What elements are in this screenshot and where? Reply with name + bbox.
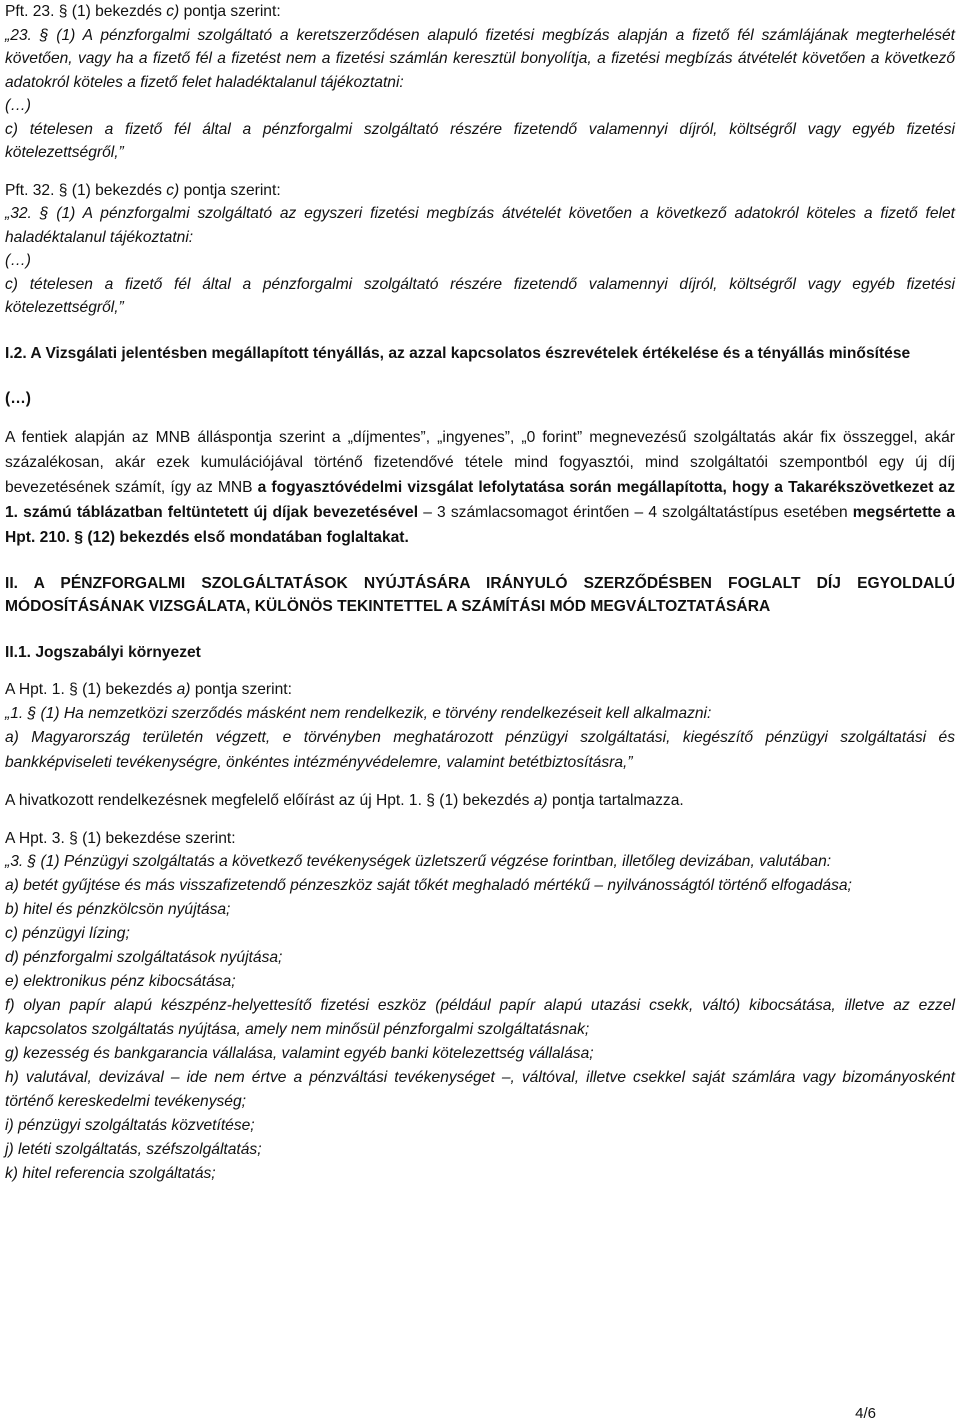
page-number: 4/6 <box>855 1405 876 1422</box>
list-item: k) hitel referencia szolgáltatás; <box>5 1165 216 1182</box>
list-item: j) letéti szolgáltatás, széfszolgáltatás; <box>5 1141 262 1158</box>
pft32-point-c: c) tételesen a fizető fél által a pénzforgalmi szolgáltató részére fizetendő valamennyi díjról, költségről vagy egyéb fizetési kötelezettségről,” <box>5 275 955 316</box>
section-i2-title: I.2. A Vizsgálati jelentésben megállapított tényállás, az azzal kapcsolatos észrevételek értékelése és a tényállás minősítése <box>5 344 911 362</box>
pft32-ellipsis: (…) <box>5 252 31 269</box>
section-i2-ellipsis: (…) <box>5 390 31 407</box>
list-item: i) pénzügyi szolgáltatás közvetítése; <box>5 1117 255 1134</box>
list-item: e) elektronikus pénz kibocsátása; <box>5 973 236 990</box>
pft23-quote: „23. § (1) A pénzforgalmi szolgáltató a keretszerződésen alapuló fizetési megbízás alapján a fizető fél számlájának megterhelését követően, vagy ha a fizető fél a fizetést nem a fizetési számlán keresztül bonyolítja, a fizetési megbízás átvételét követően a következő adatokról köteles a fizető felet haladéktalanul tájékoztatni: <box>5 26 955 91</box>
section-ii-title: II. A PÉNZFORGALMI SZOLGÁLTATÁSOK NYÚJTÁSÁRA IRÁNYULÓ SZERZŐDÉSBEN FOGLALT DÍJ EGYOLDALÚ MÓDOSÍTÁSÁNAK VIZSGÁLATA, KÜLÖNÖS TEKINTETTEL A SZÁMÍTÁSI MÓD MEGVÁLTOZTATÁSÁRA <box>5 574 955 615</box>
pft23-point-c: c) tételesen a fizető fél által a pénzforgalmi szolgáltató részére fizetendő valamennyi díjról, költségről vagy egyéb fizetési kötelezettségről,” <box>5 120 955 161</box>
list-item: g) kezesség és bankgarancia vállalása, valamint egyéb banki kötelezettség vállalása; <box>5 1045 594 1062</box>
list-item: d) pénzforgalmi szolgáltatások nyújtása; <box>5 949 283 966</box>
list-item: b) hitel és pénzkölcsön nyújtása; <box>5 901 231 918</box>
pft32-heading: Pft. 32. § (1) bekezdés c) pontja szerint: <box>5 181 281 199</box>
pft32-quote: „32. § (1) A pénzforgalmi szolgáltató az egyszeri fizetési megbízás átvételét követően a következő adatokról köteles a fizető felet haladéktalanul tájékoztatni: <box>5 205 955 246</box>
hpt3-item-list <box>5 874 955 1186</box>
hpt3-quote: „3. § (1) Pénzügyi szolgáltatás a következő tevékenységek üzletszerű végzése forintban, illetőleg devizában, valutában: <box>5 853 832 870</box>
reference-paragraph: A hivatkozott rendelkezésnek megfelelő előírást az új Hpt. 1. § (1) bekezdés a) pontja tartalmazza. <box>5 792 684 809</box>
section-ii1-title: II.1. Jogszabályi környezet <box>5 643 201 661</box>
pft23-ellipsis: (…) <box>5 97 31 114</box>
list-item: a) betét gyűjtése és más visszafizetendő pénzeszköz saját tőkét meghaladó mértékű – nyilvánosságtól történő elfogadása; <box>5 877 852 894</box>
list-item: h) valutával, devizával – ide nem értve a pénzváltási tevékenységet –, váltóval, illetve csekkel saját számlára vagy bizományosként történő kereskedelmi tevékenység; <box>5 1069 955 1110</box>
hpt3-heading: A Hpt. 3. § (1) bekezdése szerint: <box>5 829 236 847</box>
pft23-heading: Pft. 23. § (1) bekezdés c) pontja szerint: <box>5 3 281 20</box>
hpt1-point-a: a) Magyarország területén végzett, e törvényben meghatározott pénzügyi szolgáltatási, kiegészítő pénzügyi szolgáltatási és bankképviseleti tevékenységre, önkéntes intézményvédelemre, valamint betétbiztosításra,” <box>5 729 955 771</box>
hpt1-heading: A Hpt. 1. § (1) bekezdés a) pontja szerint: <box>5 681 292 698</box>
list-item: c) pénzügyi lízing; <box>5 925 130 942</box>
hpt1-quote: „1. § (1) Ha nemzetközi szerződés másként nem rendelkezik, e törvény rendelkezéseit kell alkalmazni: <box>5 704 712 722</box>
section-i2-paragraph: A fentiek alapján az MNB álláspontja szerint a „díjmentes”, „ingyenes”, „0 forint” megnevezésű szolgáltatás akár fix összeggel, akár százalékosan, akár ezek kumulációjával történő fizetendővé tétele mind fogyasztói, mind szolgáltatói szempontból egy új díj bevezetésének számít, így az MNB a fogyasztóvédelmi vizsgálat lefolytatása során megállapította, hogy a Takarékszövetkezet az 1. számú táblázatban feltüntetett új díjak bevezetésével – 3 számlacsomagot érintően – 4 szolgáltatástípus esetében megsértette a Hpt. 210. § (12) bekezdés első mondatában foglaltakat. <box>5 428 955 546</box>
list-item: f) olyan papír alapú készpénz-helyettesítő fizetési eszköz (például papír alapú utazási csekk, váltó) kibocsátása, illetve az ezzel kapcsolatos szolgáltatás nyújtása, amely nem minősül pénzforgalmi szolgáltatásnak; <box>5 997 955 1038</box>
